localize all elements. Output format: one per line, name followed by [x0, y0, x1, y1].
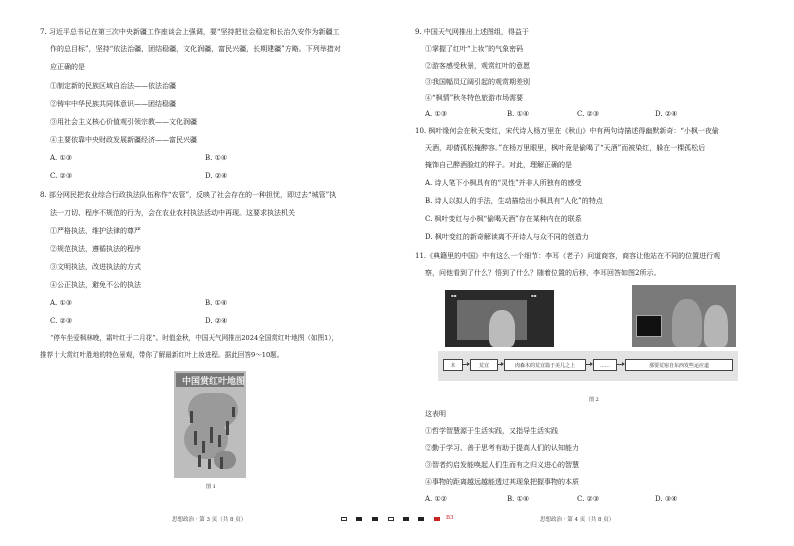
video-figure [672, 299, 702, 347]
q7-option-b: B. ①④ [205, 154, 228, 162]
map-marker [190, 411, 193, 423]
q9-option-c: C. ②③ [577, 110, 600, 118]
figure-2-caption: 图 2 [589, 397, 599, 403]
q10-option-c: C. 枫叶变红与小枫“偷喝天酒”存在某种内在的联系 [425, 215, 582, 223]
q10-line-2: 天酒，却倩孤松掩醉容。”在杨万里眼里，枫叶竟是偷喝了“天酒”而被染红，躲在一棵孤松后 [425, 144, 706, 152]
flow-step-1: 木 [443, 359, 463, 371]
q10-option-d: D. 枫叶变红的新奇解读离不开诗人与众不同的创造力 [425, 233, 589, 241]
q7-item-4: ④主要依靠中央财政发展新疆经济——富民兴疆 [50, 136, 197, 144]
q8-item-2: ②规范执法，遵循执法的程序 [50, 245, 141, 253]
material-line-1: “停车坐爱枫林晚，霜叶红于二月花”。时值金秋，中国天气网推出2024全国赏红叶地图（如图1）， [50, 334, 339, 342]
q7-option-c: C. ②③ [50, 172, 73, 180]
tv-logo-icon: ▪▪ [451, 293, 457, 298]
q10-line-1: 10. 枫叶缘何会在秋天变红，宋代诗人杨万里在《秋山》中有两句诗描述得幽默新奇：“小枫一夜偷 [415, 127, 719, 135]
map-region-southeast [214, 451, 236, 469]
q7-item-2: ②铸牢中华民族共同体意识——团结稳疆 [50, 100, 176, 108]
flow-step-final: 那要荒宿自东西发些运应道 [625, 359, 733, 371]
q7-item-3: ③用社会主义核心价值观引领宗教——文化润疆 [50, 118, 197, 126]
q8-line-1: 8. 部分网民把农业综合行政执法队伍称作“农管”，反映了社会存在的一种担忧，即过去“城管”执 [40, 191, 337, 199]
q11-item-3: ③智者约启发能唤起人们生而有之归义进心的智慧 [425, 461, 579, 469]
flow-arrow [586, 364, 592, 365]
flow-step-2: 荒宜 [470, 359, 498, 371]
map-marker [232, 407, 235, 417]
q11-option-b: B. ①④ [507, 495, 530, 503]
q7-line-2: 作的总目标”，坚持“依法治疆，团结稳疆，文化润疆，富民兴疆，长期建疆”方略。下列举措对 [50, 45, 341, 53]
map-marker [208, 459, 211, 469]
q10-option-a: A. 诗人笔下小枫具有的“灵性”并非人所独有的感受 [425, 179, 582, 187]
version-code: B3 [446, 515, 454, 521]
right-page [397, 0, 794, 546]
video-frame-left [445, 290, 554, 347]
map-marker [202, 441, 205, 453]
q8-item-1: ①严格执法，维护法律的尊严 [50, 227, 141, 235]
q7-line-1: 7. 习近平总书记在第三次中央新疆工作座谈会上强调，要“坚持把社会稳定和长治久安作为新疆工 [40, 28, 340, 36]
material-line-2: 推荐十大赏红叶胜地的特色景观，带你了解最新红叶上妆进程。据此回答9～10题。 [40, 351, 284, 359]
q8-item-3: ③文明执法，改进执法的方式 [50, 263, 141, 271]
q11-item-1: ①哲学智慧源于生活实践，又指导生活实践 [425, 427, 558, 435]
map-marker [198, 455, 201, 467]
flow-arrow [498, 364, 503, 365]
q8-option-d: D. ②④ [205, 317, 228, 325]
q9-item-3: ③我国幅员辽阔引起的观赏期差别 [425, 78, 530, 86]
q11-option-a: A. ①② [425, 495, 448, 503]
flow-arrow [617, 364, 624, 365]
q8-line-2: 法一刀切、程序不规范的行为，会在农业农村执法活动中再现。这要求执法机关 [50, 209, 295, 217]
registration-mark [372, 517, 378, 521]
q10-option-b: B. 诗人以拟人的手法，生动描绘出小枫具有“人化”的特点 [425, 197, 603, 205]
q11-option-c: C. ②③ [577, 495, 600, 503]
right-footer: 思想政治 · 第 4 页（共 8 页） [540, 517, 615, 523]
video-figure [704, 305, 728, 347]
red-leaf-map-figure [174, 371, 246, 478]
q7-item-1: ①制定新的民族区域自治法——依法治疆 [50, 82, 176, 90]
registration-mark [341, 517, 347, 521]
q9-option-b: B. ①④ [507, 110, 530, 118]
q7-option-a: A. ①③ [50, 154, 73, 162]
left-footer: 思想政治 · 第 3 页（共 8 页） [172, 517, 247, 523]
q10-line-3: 掩饰自己醉酒脸红的样子。对此，理解正确的是 [425, 161, 572, 169]
registration-mark [388, 517, 394, 521]
map-marker [218, 435, 221, 447]
q9-option-d: D. ②④ [655, 110, 678, 118]
q11-line-2: 察，问他看到了什么？悟到了什么？随着位置的后移，李耳回答如图2所示。 [425, 269, 661, 277]
subtitle-box [636, 315, 662, 337]
q9-item-2: ②游客感受秋景，观赏红叶的意愿 [425, 62, 530, 70]
flow-step-3: 肉森木的荒宜篇于美儿之上 [504, 359, 586, 371]
q11-item-2: ②勤于学习、善于思考有助于提高人们的认知能力 [425, 444, 579, 452]
q11-item-4: ④事物的距离越远越能透过其现象把握事物的本质 [425, 478, 579, 486]
flow-arrow [463, 364, 469, 365]
q9-item-1: ①掌握了红叶“上妆”的气象密码 [425, 45, 524, 53]
q8-option-a: A. ①③ [50, 299, 73, 307]
registration-mark [356, 517, 362, 521]
q9-line-1: 9. 中国天气网推出上述图组，得益于 [415, 28, 529, 36]
q8-option-c: C. ②③ [50, 317, 73, 325]
q11-conclusion: 这表明 [425, 410, 446, 418]
map-title: 中国赏红叶地图 [182, 377, 246, 387]
q11-option-d: D. ③④ [655, 495, 678, 503]
map-marker [226, 421, 229, 435]
map-marker [220, 457, 223, 469]
video-frame-right [632, 285, 736, 347]
tv-logo-icon: ▪▪ [531, 293, 537, 298]
q8-option-b: B. ①④ [205, 299, 228, 307]
q9-item-4: ④“枫情”秋冬特色旅游市场需要 [425, 94, 524, 102]
q7-option-d: D. ②④ [205, 172, 228, 180]
q8-item-4: ④公正执法，避免不公的执法 [50, 281, 141, 289]
map-marker [194, 431, 197, 445]
flow-step-ellipsis: …… [593, 359, 617, 371]
map-marker [210, 427, 213, 443]
q11-line-1: 11.《典籍里的中国》中有这么一个细节：李耳（老子）问道商容，商容让他站在不同的位置进行观 [415, 252, 721, 260]
q7-line-3: 应正确的是 [50, 63, 85, 71]
video-figure [489, 310, 515, 347]
q9-option-a: A. ①③ [425, 110, 448, 118]
figure-1-caption: 图 1 [206, 484, 216, 490]
